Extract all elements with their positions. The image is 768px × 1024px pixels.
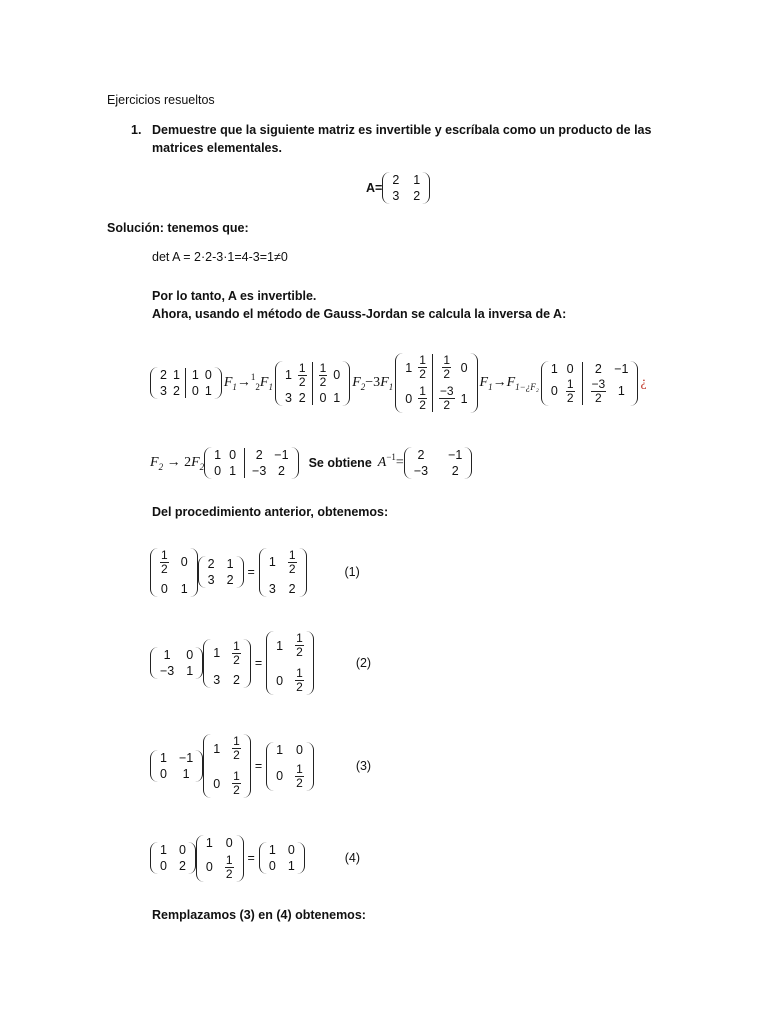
- fraction-half: $\frac{1}{2}$: [288, 547, 296, 576]
- gauss-jordan-steps: [150, 343, 647, 423]
- matrix-a: [382, 172, 430, 204]
- elementary-matrix-3: [150, 750, 203, 782]
- cell: 1: [180, 581, 188, 596]
- cell: −1: [274, 448, 289, 462]
- fraction-half: $\frac{1}{2}$: [233, 769, 240, 797]
- result-matrix-1: [259, 548, 307, 597]
- cell: 1: [160, 751, 167, 765]
- fraction-neg-three-halves: $\frac{-3}{2}$: [439, 384, 454, 412]
- equation-label-4: (4): [344, 851, 361, 865]
- cell: 2: [255, 448, 263, 462]
- cell: 0: [268, 859, 276, 873]
- cell: 1: [268, 555, 276, 569]
- equation-4: [150, 828, 360, 888]
- cell: 1: [214, 448, 222, 462]
- fraction-half: $\frac{1}{2}$: [443, 353, 451, 381]
- procedure-line: Del procedimiento anterior, obtenemos:: [152, 505, 389, 519]
- cell: 1: [163, 648, 171, 662]
- row-operation-4: $F_2 \to 2F_2$: [150, 455, 205, 472]
- cell: 1: [160, 843, 167, 857]
- cell: −1: [178, 751, 194, 765]
- cell: 1: [276, 742, 284, 757]
- matrix-a-cell: 1: [413, 173, 421, 187]
- cell: 2: [172, 384, 180, 398]
- matrix-a-label: A=: [366, 181, 383, 195]
- cell: 1: [276, 638, 284, 653]
- cell: 0: [178, 843, 186, 857]
- cell: 2: [298, 390, 306, 405]
- cell: 2: [233, 672, 240, 687]
- cell: 3: [213, 672, 221, 687]
- row-operation-2: $F_2-3F_1$: [352, 375, 394, 392]
- cell: 1: [186, 664, 194, 678]
- cell: 3: [268, 581, 276, 596]
- row-operation-1: $F_1\to^1_2F_1$: [223, 372, 273, 392]
- augmented-matrix-1: [150, 367, 222, 399]
- cell: 0: [205, 860, 213, 874]
- matrix-a-equation: [366, 172, 430, 204]
- stray-question-mark: ¿: [640, 375, 647, 390]
- cell: 0: [186, 648, 194, 662]
- cell: 0: [276, 673, 284, 688]
- fraction-half: $\frac{1}{2}$: [225, 852, 233, 881]
- cell: 3: [160, 384, 167, 398]
- cell: −3: [160, 664, 175, 678]
- equals-sign: =: [247, 851, 255, 865]
- inverse-result-row: [150, 443, 472, 483]
- cell: 1: [229, 464, 237, 478]
- cell: 1: [226, 557, 234, 571]
- equation-label-2: (2): [355, 656, 372, 670]
- cell: 0: [287, 843, 295, 857]
- cell: 3: [207, 573, 215, 587]
- cell: 1: [213, 741, 221, 756]
- invertible-line: Por lo tanto, A es invertible.: [152, 289, 317, 303]
- cell: 2: [594, 361, 602, 376]
- cell: 0: [213, 776, 221, 791]
- elementary-matrix-4: [150, 842, 196, 874]
- cell: 2: [451, 464, 459, 478]
- cell: 3: [284, 390, 292, 405]
- cell: 0: [333, 368, 341, 382]
- cell: 2: [226, 573, 234, 587]
- inverse-matrix: [404, 447, 473, 479]
- cell: 1: [182, 767, 190, 781]
- cell: 0: [566, 361, 574, 376]
- fraction-half: $\frac{1}{2}$: [233, 734, 240, 762]
- cell: 0: [295, 742, 303, 757]
- cell: 0: [191, 384, 199, 398]
- cell: 2: [277, 464, 285, 478]
- cell: 0: [160, 859, 167, 873]
- equation-3: [150, 728, 371, 804]
- cell: 1: [333, 390, 341, 405]
- cell: −1: [448, 448, 463, 462]
- matrix-a-cell: 3: [392, 189, 400, 203]
- equation-label-1: (1): [344, 565, 360, 579]
- heading: Ejercicios resueltos: [107, 93, 215, 107]
- cell: 0: [160, 581, 168, 596]
- cell: 1: [268, 843, 276, 857]
- cell: 1: [205, 835, 213, 850]
- solution-title: Solución: tenemos que:: [107, 221, 249, 235]
- cell: 0: [405, 391, 413, 406]
- cell: 0: [319, 390, 327, 405]
- exercise-line-2: matrices elementales.: [152, 141, 282, 155]
- cell: 1: [172, 368, 180, 382]
- cell: 1: [213, 646, 221, 660]
- matrix-a-cell: 2: [392, 173, 400, 187]
- cell: 0: [229, 448, 237, 462]
- equals-sign: =: [254, 656, 263, 670]
- equation-label-3: (3): [355, 759, 372, 773]
- elementary-matrix-2: [150, 647, 203, 679]
- cell: −1: [614, 361, 629, 376]
- equation-2: [150, 625, 371, 701]
- augmented-matrix-2: [275, 361, 350, 406]
- cell: 1: [617, 384, 625, 398]
- cell: 0: [204, 368, 212, 382]
- cell: 0: [460, 360, 468, 375]
- matrix-step-2: [203, 734, 251, 798]
- matrix-step-3: [196, 835, 244, 882]
- row-operation-3: $F_1\to F_{1-¿F_2}$: [479, 375, 539, 392]
- fraction-half: $\frac{1}{2}$: [419, 353, 426, 381]
- cell: 1: [550, 361, 558, 376]
- se-obtiene-label: Se obtiene: [308, 456, 372, 470]
- exercise-line-1: Demuestre que la siguiente matriz es invertible y escríbala como un producto de las: [152, 123, 652, 137]
- cell: 0: [550, 384, 558, 398]
- fraction-half: $\frac{1}{2}$: [161, 547, 168, 576]
- matrix-a-copy: [198, 556, 244, 588]
- cell: 1: [287, 859, 295, 873]
- cell: 1: [191, 368, 199, 382]
- gauss-jordan-line: Ahora, usando el método de Gauss-Jordan se calcula la inversa de A:: [152, 307, 567, 321]
- cell: 1: [204, 384, 212, 398]
- elementary-matrix-1: [150, 548, 198, 597]
- matrix-a-cell: 2: [413, 189, 421, 203]
- augmented-matrix-3: [395, 353, 477, 413]
- cell: 0: [180, 555, 188, 569]
- equals-sign: =: [254, 759, 263, 773]
- identity-matrix: [259, 842, 305, 874]
- cell: 2: [160, 368, 167, 382]
- cell: −3: [413, 464, 429, 478]
- fraction-half: $\frac{1}{2}$: [296, 666, 303, 694]
- exercise-number: 1.: [131, 123, 142, 137]
- cell: 1: [460, 391, 468, 406]
- matrix-step-1: [203, 639, 251, 688]
- cell: 2: [178, 859, 186, 873]
- augmented-matrix-5: [204, 447, 298, 479]
- equals-sign: =: [247, 565, 255, 579]
- cell: 2: [207, 557, 215, 571]
- cell: 0: [214, 464, 222, 478]
- fraction-half: $\frac{1}{2}$: [233, 638, 240, 667]
- cell: 0: [276, 769, 284, 783]
- fraction-neg-three-halves: $\frac{-3}{2}$: [591, 376, 606, 405]
- cell: 1: [284, 368, 292, 382]
- result-matrix-3: [266, 742, 314, 791]
- cell: −3: [252, 464, 267, 478]
- fraction-half: $\frac{1}{2}$: [298, 360, 306, 389]
- fraction-half: $\frac{1}{2}$: [296, 761, 303, 790]
- cell: 0: [160, 767, 167, 781]
- cell: 0: [225, 835, 233, 850]
- fraction-half: $\frac{1}{2}$: [566, 376, 574, 405]
- result-matrix-2: [266, 631, 314, 695]
- fraction-half: $\frac{1}{2}$: [296, 631, 303, 659]
- cell: 2: [288, 581, 296, 596]
- augmented-matrix-4: [541, 361, 639, 406]
- cell: 1: [405, 360, 413, 375]
- inverse-label: $A^{-1}=$: [377, 452, 404, 470]
- cell: 2: [417, 448, 425, 462]
- equation-1: [150, 540, 360, 604]
- determinant-line: det A = 2·2-3·1=4-3=1≠0: [152, 250, 288, 264]
- final-line: Remplazamos (3) en (4) obtenemos:: [152, 908, 366, 922]
- fraction-half: $\frac{1}{2}$: [419, 384, 426, 412]
- fraction-half: $\frac{1}{2}$: [319, 360, 327, 389]
